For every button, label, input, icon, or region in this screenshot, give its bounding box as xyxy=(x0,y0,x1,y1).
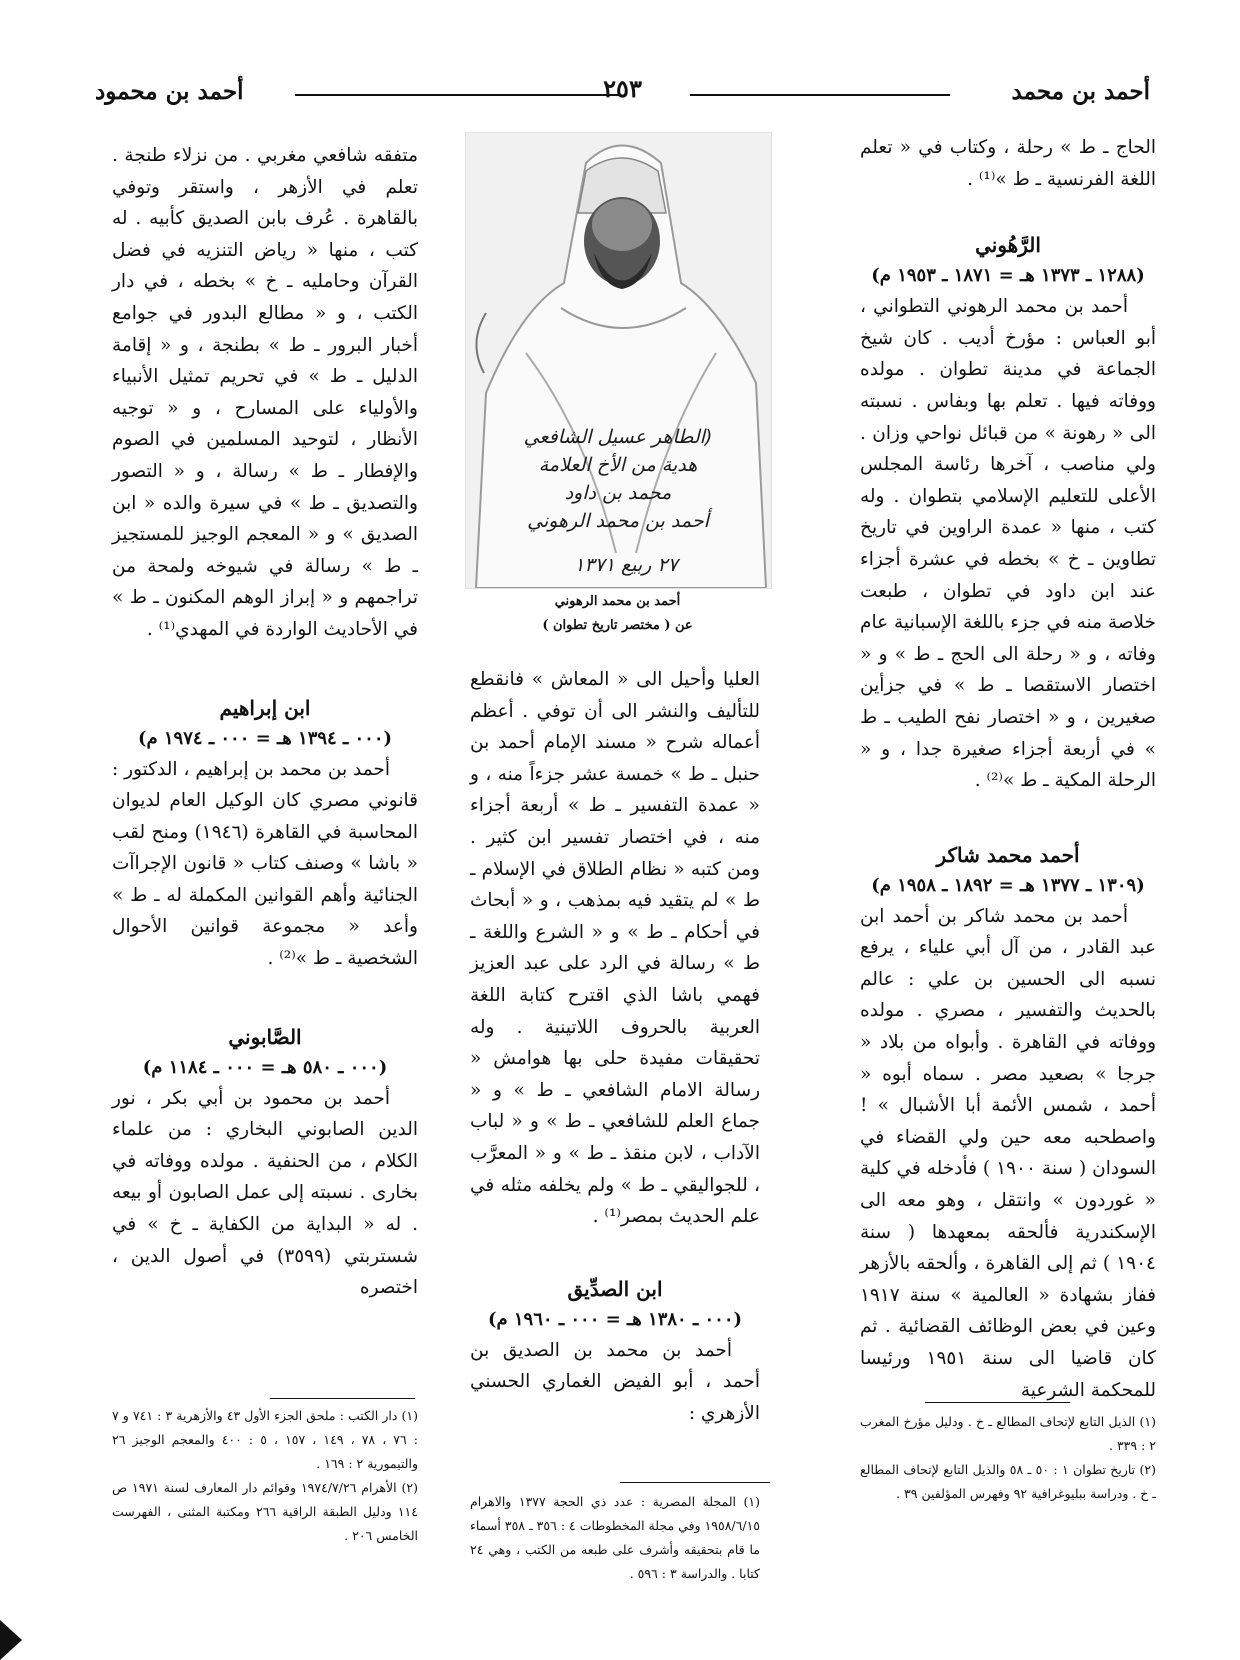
inscription-line: أحمد بن محمد الرهوني xyxy=(527,510,709,532)
footnotes-middle xyxy=(470,1490,760,1586)
entry-body-rahuni: أحمد بن محمد الرهوني التطواني ، أبو العباس : مؤرخ أديب . كان شيخ الجماعة في مدينة تطوان . مولده ووفاته فيها . تعلم بها وبفاس . نسبته الى « رهونة » من قبائل نواحي وزان . ولي مناصب ، آخرها رئاسة المجلس الأعلى للتعليم الإسلامي بتطوان . وله كتب ، منها « عمدة الراوين في تاريخ تطاوين ـ خ » بخطه في عشرة أجزاء عند ابن داود في تطوان ، طبعت خلاصة منه في جزء باللغة الإسبانية عام وفاته ، و « رحلة الى الحج ـ ط » و « اختصار الاستقصا ـ ط » في جزأين صغيرين ، و « اختصار نفح الطيب ـ ط » في أربعة أجزاء صغيرة جدا ، و « الرحلة المكية ـ ط »⁽²⁾ . xyxy=(860,296,1156,792)
footnote: (١) دار الكتب : ملحق الجزء الأول ٤٣ والأزهرية ٣ : ٧٤١ و ٧ : ٧٦ ، ٧٨ ، ١٤٩ ، ١٥٧ ، ٥ : ٤٠٠ والمعجم الوجيز ٢٦ والتيمورية ٢ : ١٦٩ . xyxy=(112,1408,419,1471)
footnote: (١) المجلة المصرية : عدد ذي الحجة ١٣٧٧ والاهرام ١٩٥٨/٦/١٥ وفي مجلة المخطوطات ٤ : ٣٥٦ ـ ٣٥٨ أسماء ما قام بتحقيقه وأشرف على طبعه من الكتب ، وهي ٢٤ كتابا . والدراسة ٣ : ٥٩٦ . xyxy=(470,1494,761,1581)
inscription-line: هدية من الأخ العلامة xyxy=(538,454,698,476)
entry-continuation: الحاج ـ ط » رحلة ، وكتاب في « تعلم اللغة الفرنسية ـ ط »⁽¹⁾ . xyxy=(860,137,1156,190)
page-number: ٢٥٣ xyxy=(603,74,642,103)
inscription-line: محمد بن داود xyxy=(564,482,672,504)
entry-dates-shakir: (١٣٠٩ ـ ١٣٧٧ هـ = ١٨٩٢ ـ ١٩٥٨ م) xyxy=(871,874,1145,896)
footnote-rule-right xyxy=(925,1402,1070,1403)
portrait-illustration xyxy=(466,133,771,588)
footnote: (٢) الأهرام ١٩٧٤/٧/٢٦ وقوائم دار المعارف لسنة ١٩٧١ ص ١١٤ ودليل الطبقة الراقية ٢٦٦ ومكتبة المثنى ، الفهرست الخامس ٢٠٦ . xyxy=(112,1480,418,1543)
entry-title-ibn-al-siddiq: ابن الصدِّيق xyxy=(567,1276,663,1301)
caption-source: عن ( مختصر تاريخ تطوان ) xyxy=(542,618,693,633)
entry-dates-rahuni: (١٢٨٨ ـ ١٣٧٣ هـ = ١٨٧١ ـ ١٩٥٣ م) xyxy=(871,265,1145,287)
entry-body-shakir: أحمد بن محمد شاكر بن أحمد ابن عبد القادر ، من آل أبي علياء ، يرفع نسبه الى الحسين بن علي : عالم بالحديث والتفسير ، مصري . مولده ووفاته في القاهرة . وأبواه من بلاد « جرجا » بصعيد مصر . سماه أبوه « أحمد ، شمس الأئمة أبا الأشبال » ! واصطحبه معه حين ولي القضاء في السودان ( سنة ١٩٠٠ ) فأدخله في كلية « غوردون » وانتقل ، وهو معه الى الإسكندرية فألحقه بمعهدها ( سنة ١٩٠٤ ) ثم إلى القاهرة ، وألحقه بالأزهر ففاز بشهادة « العالمية » سنة ١٩١٧ وعين في بعض الوظائف القضائية . ثم كان قاضيا الى سنة ١٩٥١ ورئيسا للمحكمة الشرعية xyxy=(860,905,1156,1401)
entry-continuation: متفقه شافعي مغربي . من نزلاء طنجة . تعلم في الأزهر ، واستقر وتوفي بالقاهرة . عُرف بابن الصديق كأبيه . له كتب ، منها « رياض التنزيه في فضل القرآن وحامليه ـ خ » بخطه ، في دار الكتب ، و « مطالع البدور في جوامع أخبار البرور ـ ط » بطنجة ، و « إقامة الدليل ـ ط » في تحريم تمثيل الأنبياء والأولياء على المسارح ، و « توجيه الأنظار ، لتوحيد المسلمين في الصوم والإفطار ـ ط » رسالة ، و « التصور والتصديق ـ ط » في سيرة والده « ابن الصديق » و « المعجم الوجيز للمستجيز ـ ط » رسالة في شيوخه ولمحة من تراجمهم و « إبراز الوهم المكنون ـ ط » في الأحاديث الواردة في المهدي⁽¹⁾ . xyxy=(112,145,418,640)
entry-body-ibn-ibrahim: أحمد بن محمد بن إبراهيم ، الدكتور : قانوني مصري كان الوكيل العام لديوان المحاسبة في القاهرة (١٩٤٦) ومنح لقب « باشا » وصنف كتاب « قانون الإجراآت الجنائية وأهم القوانين المكملة له ـ ط » وأعد « مجموعة قوانين الأحوال الشخصية ـ ط »⁽²⁾ . xyxy=(112,758,418,970)
entry-title-ibn-ibrahim: ابن إبراهيم xyxy=(219,695,311,720)
footnotes-left xyxy=(112,1404,418,1548)
inscription-line: (الطاهر عسيل الشافعي xyxy=(523,426,713,448)
footnote: (١) الذيل التابع لإتحاف المطالع ـ خ . ودليل مؤرخ المغرب ٢ : ٣٣٩ . xyxy=(860,1414,1156,1453)
entry-dates-ibn-al-siddiq: (٠٠٠ ـ ١٣٨٠ هـ = ٠٠٠ ـ ١٩٦٠ م) xyxy=(487,1308,743,1330)
footnote-rule-left xyxy=(270,1398,415,1399)
entry-dates-sabuni: (٠٠٠ ـ ٥٨٠ هـ = ٠٠٠ ـ ١١٨٤ م) xyxy=(142,1056,388,1078)
entry-dates-ibn-ibrahim: (٠٠٠ ـ ١٣٩٤ هـ = ٠٠٠ ـ ١٩٧٤ م) xyxy=(137,727,393,749)
header-rule-left xyxy=(295,94,620,96)
footnote: (٢) تاريخ تطوان ١ : ٥٠ ـ ٥٨ والذيل التابع لإتحاف المطالع ـ خ . ودراسة ببليوغرافية ٩٢ وفهرس المؤلفين ٣٩ . xyxy=(860,1462,1157,1501)
inscription-line: ٢٧ ربيع ١٣٧١ xyxy=(574,554,678,576)
column-left xyxy=(112,140,418,1304)
entry-title-rahuni: الرَّهُوني xyxy=(975,233,1041,258)
header-left-name: أحمد بن محمود xyxy=(95,78,244,105)
photo-caption xyxy=(465,590,770,638)
scan-corner-mark xyxy=(0,1620,22,1660)
entry-title-shakir: أحمد محمد شاكر xyxy=(936,842,1080,867)
caption-name: أحمد بن محمد الرهوني xyxy=(554,594,681,609)
column-middle xyxy=(470,664,760,1429)
entry-body-sabuni: أحمد بن محمود بن أبي بكر ، نور الدين الصابوني البخاري : من علماء الكلام ، من الحنفية . مولده ووفاته في بخارى . نسبته إلى عمل الصابون أو بيعه . له « البداية من الكفاية ـ خ » في شستربتي (٣٥٩٩) في أصول الدين ، اختصره xyxy=(112,1087,418,1299)
entry-title-sabuni: الصَّابوني xyxy=(228,1024,302,1049)
footnote-rule-middle xyxy=(620,1482,770,1483)
entry-body-ibn-al-siddiq: أحمد بن محمد بن الصديق بن أحمد ، أبو الفيض الغماري الحسني الأزهري : xyxy=(470,1339,760,1424)
footnotes-right xyxy=(860,1410,1156,1506)
running-header xyxy=(95,72,1150,112)
header-right-name: أحمد بن محمد xyxy=(1011,78,1150,105)
entry-continuation: العليا وأحيل الى « المعاش » فانقطع للتأليف والنشر الى أن توفي . أعظم أعماله شرح « مسند الإمام أحمد بن حنبل ـ ط » خمسة عشر جزءاً منه ، و « عمدة التفسير ـ ط » أربعة أجزاء منه ، في اختصار تفسير ابن كثير . ومن كتبه « نظام الطلاق في الإسلام ـ ط » لم يتقيد فيه بمذهب ، و « أبحاث في أحكام ـ ط » و « الشرع واللغة ـ ط » رسالة في الرد على عبد العزيز فهمي باشا الذي اقترح كتابة اللغة العربية بالحروف اللاتينية . وله تحقيقات مفيدة حلى بها هوامش « رسالة الامام الشافعي ـ ط » و « جماع العلم للشافعي ـ ط » و « لباب الآداب ، لابن منقذ ـ ط » و « المعرَّب ، للجواليقي ـ ط » ولم يخلفه مثله في علم الحديث بمصر⁽¹⁾ . xyxy=(470,669,760,1228)
column-right xyxy=(860,132,1156,1406)
portrait-photo xyxy=(465,132,772,589)
